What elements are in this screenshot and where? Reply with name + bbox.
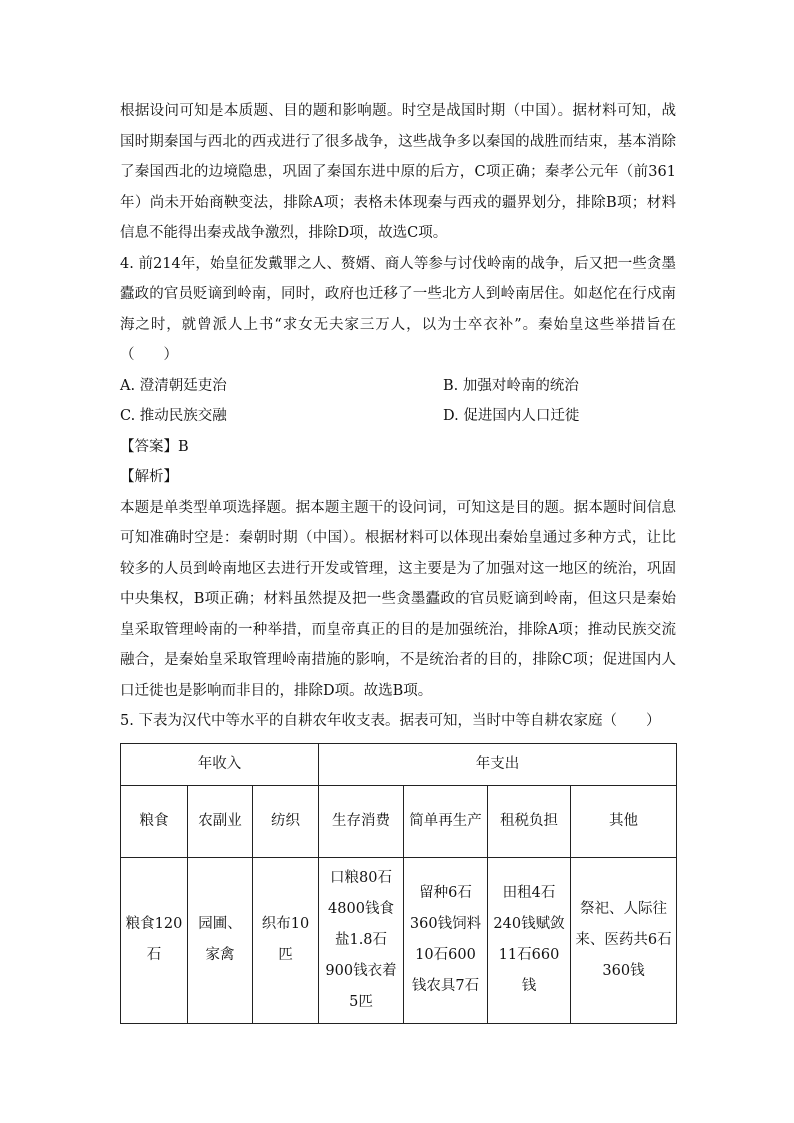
table-header: 纺织 [253,785,319,857]
question-4-analysis: 本题是单类型单项选择题。据本题主题干的设问词，可知这是目的题。据本题时间信息可知准确时空是：秦朝时期（中国）。根据材料可以体现出秦始皇通过多种方式，让比较多的人员到岭南地区去进行开发或管理，这主要是为了加强对这一地区的统治，巩固中央集权，B项正确；材料虽然提及把一些贪墨蠹政的官员贬谪到岭南，但这只是秦始皇采取管理岭南的一种举措，而皇帝真正的目的是加强统治，排除A项；推动民族交流融合，是秦始皇采取管理岭南措施的影响，不是统治者的目的，排除C项；促进国内人口迁徙也是影响而非目的，排除D项。故选B项。 [120,499,676,699]
table-cell: 粮食120石 [121,857,188,1023]
table-header: 租税负担 [488,785,571,857]
option-c: C. 推动民族交融 [120,408,227,424]
table-header: 其他 [571,785,677,857]
table-group-income: 年收入 [121,743,319,785]
option-d: D. 促进国内人口迁徙 [443,408,580,424]
table-header: 简单再生产 [404,785,488,857]
question-4-stem: 4. 前214年，始皇征发戴罪之人、赘婿、商人等参与讨伐岭南的战争，后又把一些贪墨蠹政的官员贬谪到岭南，同时，政府也迁移了一些北方人到岭南居住。如赵佗在行戍南海之时，就曾派人上书“求女无夫家三万人，以为士卒衣补”。秦始皇这些举措旨在（ ） [120,255,676,363]
document-page [120,96,676,1024]
answer-line: 【答案】B [120,438,189,455]
table-header: 农副业 [188,785,253,857]
question-4-options-row-2 [120,401,676,432]
table-header: 粮食 [121,785,188,857]
table-cell: 口粮80石4800钱食盐1.8石900钱衣着5匹 [319,857,404,1023]
previous-analysis: 根据设问可知是本质题、目的题和影响题。时空是战国时期（中国）。据材料可知，战国时期秦国与西北的西戎进行了很多战争，这些战争多以秦国的战胜而结束，基本消除了秦国西北的边境隐患，巩固了秦国东进中原的后方，C项正确；秦孝公元年（前361年）尚未开始商鞅变法，排除A项；表格未体现秦与西戎的疆界划分，排除B项；材料信息不能得出秦戎战争激烈，排除D项，故选C项。 [120,103,676,241]
table-cell: 祭祀、人际往来、医药共6石360钱 [571,857,677,1023]
table-group-expense: 年支出 [319,743,677,785]
table-cell: 田租4石240钱赋敛11石660钱 [488,857,571,1023]
analysis-label: 【解析】 [120,469,178,485]
income-expense-table [120,743,677,1024]
table-header: 生存消费 [319,785,404,857]
question-5-stem: 5. 下表为汉代中等水平的自耕农年收支表。据表可知，当时中等自耕农家庭（ ） [120,713,661,729]
table-cell: 园圃、家禽 [188,857,253,1023]
option-a: A. 澄清朝廷吏治 [120,377,227,394]
question-4-options-row-1 [120,371,676,402]
table-cell: 织布10匹 [253,857,319,1023]
table-cell: 留种6石360钱饲料10石600钱农具7石 [404,857,488,1023]
option-b: B. 加强对岭南的统治 [443,377,579,394]
